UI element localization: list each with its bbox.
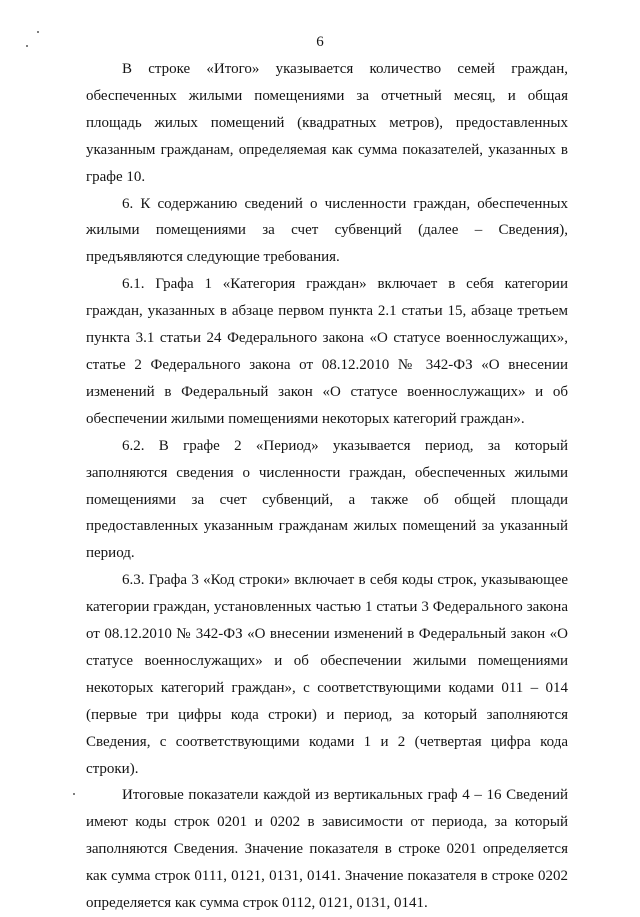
paragraph-section-6: 6. К содержанию сведений о численности граждан, обеспеченных жилыми помещениями за счет субвенций (далее – Сведения), предъявляются следующие требования. xyxy=(86,195,568,266)
scan-speck xyxy=(73,793,75,795)
paragraph-section-6-1: 6.1. Графа 1 «Категория граждан» включает в себя категории граждан, указанных в абзаце первом пункта 2.1 статьи 15, абзаце третьем пункта 3.1 статьи 24 Федерального закона «О статусе военнослужащих», статье 2 Федерального закона от 08.12.2010 № 342-ФЗ «О внесении изменений в Федеральный закон «О статусе военнослужащих» и об обеспечении жилыми помещениями некоторых категорий граждан». xyxy=(86,276,568,427)
page-number: 6 xyxy=(316,34,324,50)
paragraph-section-6-3: 6.3. Графа 3 «Код строки» включает в себя коды строк, указывающее категории граждан, установленных частью 1 статьи 3 Федерального закона от 08.12.2010 № 342-ФЗ «О внесении изменений в Федеральный закон «О статусе военнослужащих» и об обеспечении жилыми помещениями некоторых категорий граждан», с соответствующими кодами 011 – 014 (первые три цифры кода строки) и период, за который заполняются Сведения, с соответствующими кодами 1 и 2 (четвертая цифра кода строки). xyxy=(86,572,568,777)
paragraph-section-6-2: 6.2. В графе 2 «Период» указывается период, за который заполняются сведения о численности граждан, обеспеченных жилыми помещениями за счет субвенций, а также об общей площади предоставленных указанным гражданам жилых помещений за указанный период. xyxy=(86,437,568,562)
paragraph-totals: Итоговые показатели каждой из вертикальных граф 4 – 16 Сведений имеют коды строк 0201 и 0202 в зависимости от периода, за который заполняются Сведения. Значение показателя в строке 0201 определяется как сумма строк 0111, 0121, 0131, 0141. Значение показателя в строке 0202 определяется как сумма строк 0112, 0121, 0131, 0141. xyxy=(86,787,568,912)
document-body xyxy=(86,56,568,917)
paragraph-total-row: В строке «Итого» указывается количество семей граждан, обеспеченных жилыми помещениями за отчетный месяц, и общая площадь жилых помещений (квадратных метров), предоставленных указанным гражданам, определяемая как сумма показателей, указанных в графе 10. xyxy=(86,61,568,185)
